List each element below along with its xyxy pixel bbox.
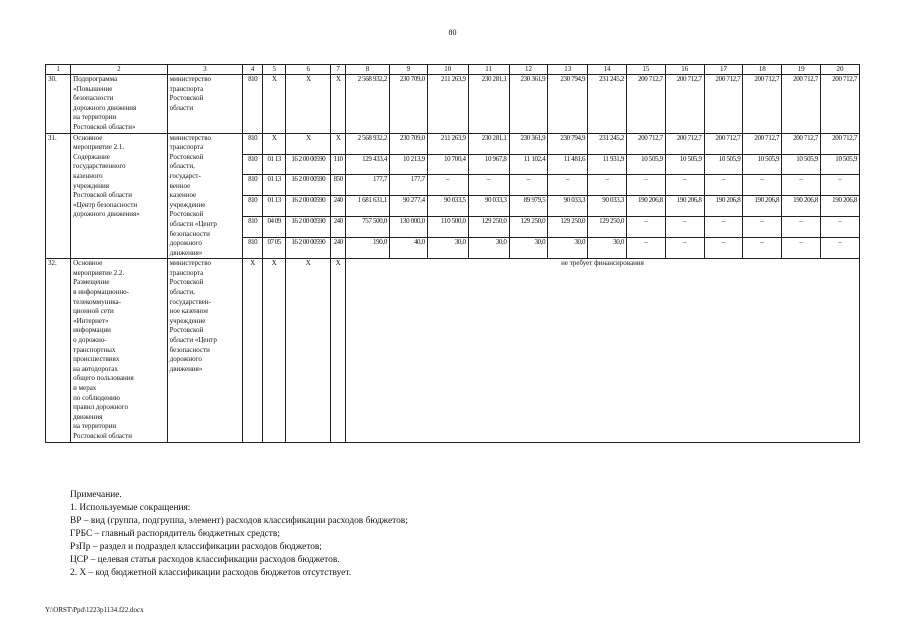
amount-cell: – [704, 175, 743, 196]
code-cell: 16 2 00 00590 [286, 154, 331, 175]
code-cell: Х [263, 75, 286, 134]
program-name: Подпрограмма «Повышение безопасности дорожного движения на территории Ростовской области» [71, 75, 168, 134]
amount-cell: 129 250,0 [468, 217, 509, 238]
amount-cell: 90 033,3 [548, 196, 588, 217]
row-number: 30. [46, 75, 71, 134]
amount-cell: 129 433,4 [345, 154, 389, 175]
header-cell: 3 [167, 65, 243, 75]
code-cell: 07 05 [263, 238, 286, 259]
code-cell: 16 2 00 00590 [286, 238, 331, 259]
code-cell: Х [331, 259, 346, 442]
amount-cell: – [548, 175, 588, 196]
amount-cell: – [743, 217, 782, 238]
code-cell: Х [331, 75, 346, 134]
amount-cell: 190 206,8 [665, 196, 704, 217]
amount-cell: 211 263,9 [427, 133, 468, 154]
amount-cell: 30,0 [427, 238, 468, 259]
header-cell: 10 [427, 65, 468, 75]
program-name: Основное мероприятие 2.1. Содержание государственного казенного учреждения Ростовской области «Центр безопасности дорожного движения» [71, 133, 168, 259]
code-cell: 240 [331, 238, 346, 259]
amount-cell: 10 505,9 [782, 154, 821, 175]
note-line: 2. Х – код бюджетной классификации расходов бюджетов отсутствует. [70, 568, 352, 578]
row-number: 32. [46, 259, 71, 442]
table-row [46, 75, 860, 134]
code-cell: Х [263, 133, 286, 154]
code-cell: Х [243, 259, 263, 442]
code-cell: 850 [331, 175, 346, 196]
amount-cell: 10 505,9 [820, 154, 859, 175]
amount-cell: 231 245,2 [588, 133, 627, 154]
amount-cell: – [627, 217, 666, 238]
code-cell: 810 [243, 217, 263, 238]
amount-cell: – [665, 238, 704, 259]
no-funding-note: не требует финансирования [345, 259, 859, 442]
amount-cell: – [627, 238, 666, 259]
header-cell: 9 [389, 65, 427, 75]
amount-cell: – [627, 175, 666, 196]
header-cell: 11 [468, 65, 509, 75]
code-cell: Х [286, 133, 331, 154]
amount-cell: – [782, 175, 821, 196]
amount-cell: 230 794,9 [548, 133, 588, 154]
amount-cell: 200 712,7 [704, 75, 743, 134]
amount-cell: 130 000,0 [389, 217, 427, 238]
code-cell: 810 [243, 196, 263, 217]
amount-cell: 211 263,9 [427, 75, 468, 134]
amount-cell: 190 206,8 [627, 196, 666, 217]
code-cell: 01 13 [263, 175, 286, 196]
table-row [46, 259, 860, 442]
amount-cell: 10 505,9 [627, 154, 666, 175]
amount-cell: 30,0 [588, 238, 627, 259]
amount-cell: 129 250,0 [588, 217, 627, 238]
code-cell: 240 [331, 196, 346, 217]
amount-cell: – [820, 217, 859, 238]
note-line: Примечание. [70, 490, 122, 500]
amount-cell: 200 712,7 [820, 133, 859, 154]
amount-cell: 190 206,8 [743, 196, 782, 217]
amount-cell: – [665, 175, 704, 196]
code-cell: Х [286, 75, 331, 134]
code-cell: 16 2 00 00590 [286, 217, 331, 238]
amount-cell: 129 250,0 [548, 217, 588, 238]
table-row [46, 133, 860, 154]
header-row [46, 65, 860, 75]
code-cell: 810 [243, 175, 263, 196]
amount-cell: 1 681 631,1 [345, 196, 389, 217]
budget-table [45, 64, 860, 443]
note-line: ГРБС – главный распорядитель бюджетных средств; [70, 529, 280, 539]
amount-cell: 200 712,7 [820, 75, 859, 134]
amount-cell: – [782, 217, 821, 238]
header-cell: 12 [509, 65, 548, 75]
amount-cell: 200 712,7 [665, 75, 704, 134]
amount-cell: 177,7 [389, 175, 427, 196]
amount-cell: – [665, 217, 704, 238]
notes-block [70, 489, 408, 580]
amount-cell: – [820, 238, 859, 259]
note-line: ВР – вид (группа, подгруппа, элемент) расходов классификации расходов бюджетов; [70, 516, 408, 526]
amount-cell: 200 712,7 [743, 133, 782, 154]
row-number: 31. [46, 133, 71, 259]
amount-cell: 10 967,8 [468, 154, 509, 175]
amount-cell: – [704, 238, 743, 259]
amount-cell: – [427, 175, 468, 196]
amount-cell: 40,0 [389, 238, 427, 259]
amount-cell: 30,0 [548, 238, 588, 259]
amount-cell: – [743, 175, 782, 196]
amount-cell: 11 102,4 [509, 154, 548, 175]
code-cell: 01 13 [263, 154, 286, 175]
note-line: 1. Используемые сокращения: [70, 503, 191, 513]
code-cell: 16 2 00 00590 [286, 196, 331, 217]
amount-cell: 90 033,5 [427, 196, 468, 217]
header-cell: 14 [588, 65, 627, 75]
amount-cell: 10 213,9 [389, 154, 427, 175]
header-cell: 18 [743, 65, 782, 75]
amount-cell: 90 033,3 [588, 196, 627, 217]
code-cell: 110 [331, 154, 346, 175]
amount-cell: 200 712,7 [627, 133, 666, 154]
header-cell: 7 [331, 65, 346, 75]
amount-cell: 230 281,1 [468, 75, 509, 134]
amount-cell: 110 500,0 [427, 217, 468, 238]
code-cell: Х [263, 259, 286, 442]
note-line: РзПр – раздел и подраздел классификации расходов бюджетов; [70, 542, 322, 552]
amount-cell: 10 505,9 [665, 154, 704, 175]
code-cell: 810 [243, 133, 263, 154]
responsible-org: министерство транспорта Ростовской области, государствен- ное казенное учреждение Ростовской области «Центр безопасности дорожного движения» [167, 259, 243, 442]
amount-cell: 230 709,0 [389, 75, 427, 134]
code-cell: Х [331, 133, 346, 154]
header-cell: 19 [782, 65, 821, 75]
amount-cell: 200 712,7 [782, 75, 821, 134]
responsible-org: министерство транспорта Ростовской области [167, 75, 243, 134]
code-cell: Х [286, 259, 331, 442]
amount-cell: 2 568 932,2 [345, 75, 389, 134]
amount-cell: 200 712,7 [665, 133, 704, 154]
amount-cell: 10 700,4 [427, 154, 468, 175]
amount-cell: 230 361,9 [509, 133, 548, 154]
amount-cell: 11 931,9 [588, 154, 627, 175]
amount-cell: 190,0 [345, 238, 389, 259]
amount-cell: – [704, 217, 743, 238]
amount-cell: – [743, 238, 782, 259]
amount-cell: – [509, 175, 548, 196]
code-cell: 810 [243, 154, 263, 175]
amount-cell: 190 206,8 [820, 196, 859, 217]
amount-cell: 190 206,8 [782, 196, 821, 217]
header-cell: 20 [820, 65, 859, 75]
amount-cell: 30,0 [509, 238, 548, 259]
note-line: ЦСР – целевая статья расходов классификации расходов бюджетов. [70, 555, 340, 565]
amount-cell: 30,0 [468, 238, 509, 259]
program-name: Основное мероприятие 2.2. Размещение в информационно- телекоммуника- ционной сети «Интернет» информации о дорожно- транспортных происшествиях на автодорогах общего пользования и мерах по соблюдению правил дорожного движения на территории Ростовской области [71, 259, 168, 442]
header-cell: 4 [243, 65, 263, 75]
amount-cell: 10 505,9 [743, 154, 782, 175]
amount-cell: 230 794,9 [548, 75, 588, 134]
amount-cell: 231 245,2 [588, 75, 627, 134]
amount-cell: 200 712,7 [782, 133, 821, 154]
amount-cell: 230 709,0 [389, 133, 427, 154]
amount-cell: 10 505,9 [704, 154, 743, 175]
amount-cell: – [782, 238, 821, 259]
amount-cell: – [468, 175, 509, 196]
header-cell: 13 [548, 65, 588, 75]
amount-cell: 2 568 932,2 [345, 133, 389, 154]
page-number: 80 [448, 28, 457, 37]
header-cell: 17 [704, 65, 743, 75]
file-path-footer: Y:\ORST\Ppd\1223p1134.f22.docx [45, 606, 144, 614]
amount-cell: 90 033,3 [468, 196, 509, 217]
amount-cell: 90 277,4 [389, 196, 427, 217]
code-cell: 240 [331, 217, 346, 238]
header-cell: 15 [627, 65, 666, 75]
header-cell: 16 [665, 65, 704, 75]
amount-cell: 89 979,5 [509, 196, 548, 217]
header-cell: 5 [263, 65, 286, 75]
amount-cell: 230 361,9 [509, 75, 548, 134]
amount-cell: 200 712,7 [743, 75, 782, 134]
amount-cell: 200 712,7 [704, 133, 743, 154]
amount-cell: 177,7 [345, 175, 389, 196]
code-cell: 01 13 [263, 196, 286, 217]
code-cell: 04 09 [263, 217, 286, 238]
amount-cell: – [588, 175, 627, 196]
amount-cell: 11 481,6 [548, 154, 588, 175]
amount-cell: 129 250,0 [509, 217, 548, 238]
header-cell: 8 [345, 65, 389, 75]
header-cell: 2 [71, 65, 168, 75]
header-cell: 1 [46, 65, 71, 75]
code-cell: 16 2 00 00590 [286, 175, 331, 196]
amount-cell: 230 281,1 [468, 133, 509, 154]
code-cell: 810 [243, 75, 263, 134]
amount-cell: 200 712,7 [627, 75, 666, 134]
amount-cell: 757 500,0 [345, 217, 389, 238]
amount-cell: – [820, 175, 859, 196]
responsible-org: министерство транспорта Ростовской области, государст- венное казенное учреждение Ростовской области «Центр безопасности дорожного движения» [167, 133, 243, 259]
header-cell: 6 [286, 65, 331, 75]
amount-cell: 190 206,8 [704, 196, 743, 217]
code-cell: 810 [243, 238, 263, 259]
